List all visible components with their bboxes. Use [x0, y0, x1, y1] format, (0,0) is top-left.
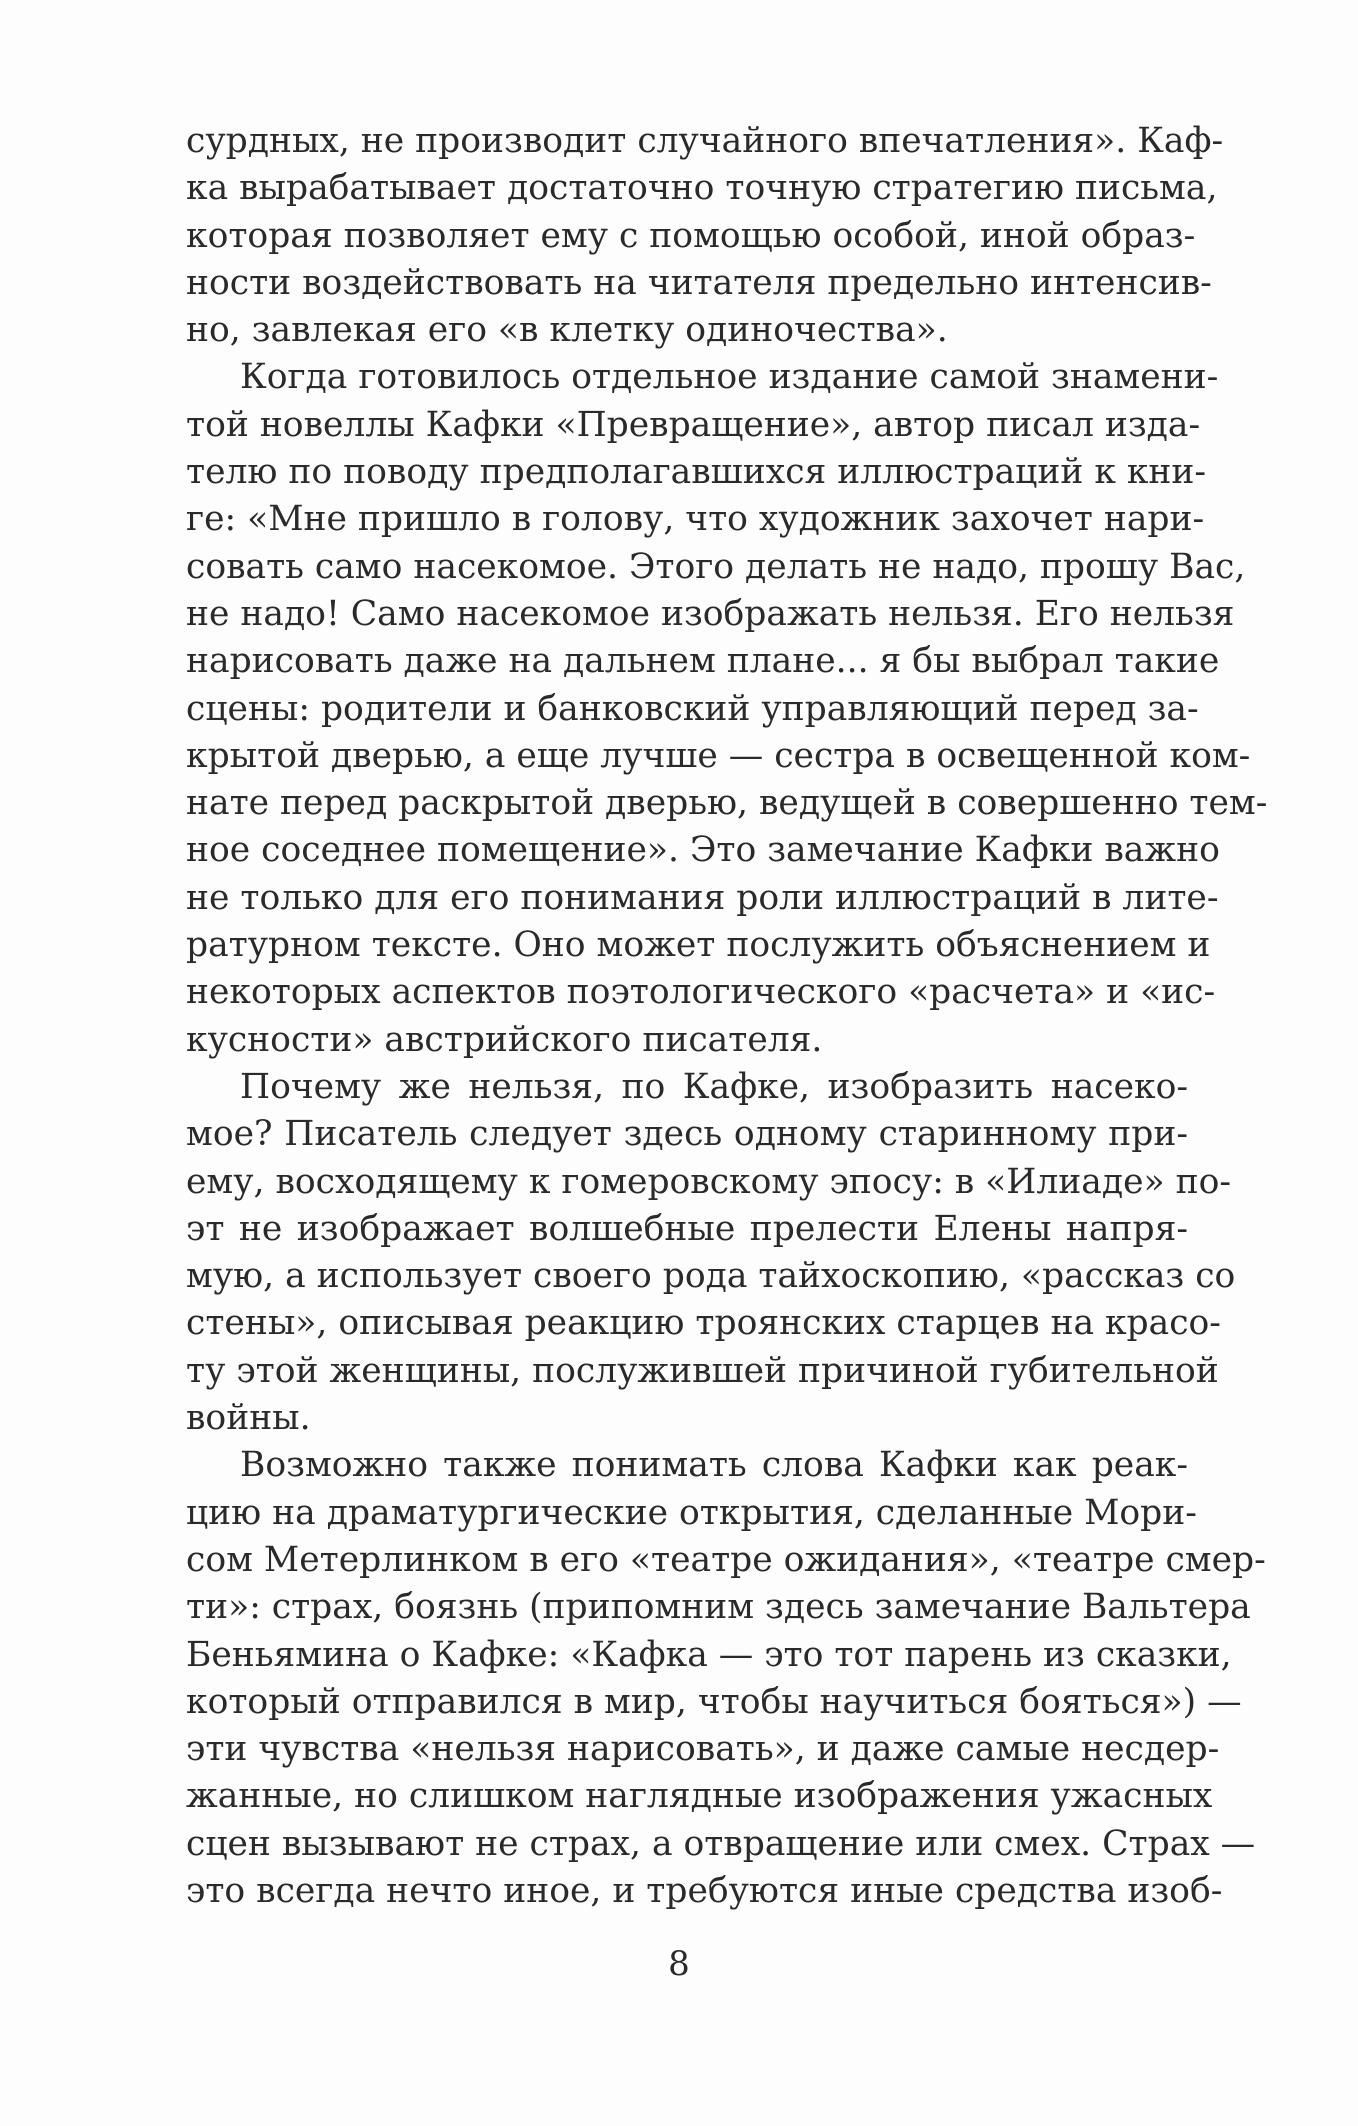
text-line: сцены: родители и банковский управляющий перед за-: [186, 688, 1199, 729]
text-line: ге: «Мне пришло в голову, что художник захочет нари-: [186, 499, 1205, 540]
text-line: который отправился в мир, чтобы научиться бояться») —: [186, 1681, 1242, 1722]
text-line: ратурном тексте. Оно может послужить объяснением и: [186, 925, 1211, 966]
text-line: мое? Писатель следует здесь одному старинному при-: [186, 1114, 1188, 1155]
text-line: той новеллы Кафки «Превращение», автор писал изда-: [186, 404, 1201, 445]
text-line: Беньямина о Кафке: «Кафка — это тот парень из сказки,: [186, 1634, 1232, 1675]
text-line: телю по поводу предполагавшихся иллюстраций к кни-: [186, 452, 1207, 493]
text-line: жанные, но слишком наглядные изображения ужасных: [186, 1776, 1213, 1817]
text-line: войны.: [186, 1398, 311, 1439]
text-line: цию на драматургические открытия, сделанные Мори-: [186, 1492, 1197, 1533]
text-line: эти чувства «нельзя нарисовать», и даже самые несдер-: [186, 1729, 1220, 1770]
text-line: сцен вызывают не страх, а отвращение или смех. Страх —: [186, 1823, 1256, 1864]
text-line: ему, восходящему к гомеровскому эпосу: в «Илиаде» по-: [186, 1161, 1232, 1202]
text-line: ное соседнее помещение». Это замечание Кафки важно: [186, 830, 1220, 871]
text-line: стены», описывая реакцию троянских старцев на красо-: [186, 1303, 1221, 1344]
text-line: Возможно также понимать слова Кафки как реак-: [240, 1445, 1188, 1486]
text-line: ту этой женщины, послужившей причиной губительной: [186, 1350, 1219, 1391]
text-line: совать само насекомое. Этого делать не надо, прошу Вас,: [186, 546, 1246, 587]
paragraph: [186, 118, 1224, 354]
text-line: мую, а использует своего рода тайхоскопию, «рассказ со: [186, 1256, 1236, 1297]
page-number: 8: [668, 1944, 690, 1984]
text-line: нарисовать даже на дальнем плане... я бы выбрал такие: [186, 641, 1220, 682]
text-line: ти»: страх, боязнь (припомним здесь замечание Вальтера: [186, 1587, 1251, 1628]
text-line: не только для его понимания роли иллюстраций в лите-: [186, 877, 1219, 918]
text-line: Когда готовилось отдельное издание самой знамени-: [240, 357, 1219, 398]
text-line: это всегда нечто иное, и требуются иные средства изоб-: [186, 1870, 1223, 1911]
text-line: нате перед раскрытой дверью, ведущей в совершенно тем-: [186, 783, 1268, 824]
text-line: сурдных, не производит случайного впечатления». Каф-: [186, 121, 1224, 161]
text-line: сом Метерлинком в его «театре ожидания», «театре смер-: [186, 1539, 1266, 1580]
text-line: крытой дверью, а еще лучше — сестра в освещенной ком-: [186, 735, 1251, 776]
paragraph: [186, 1442, 1266, 1915]
paragraph: [186, 1064, 1236, 1442]
text-line: Почему же нельзя, по Кафке, изобразить насеко-: [240, 1066, 1188, 1107]
text-line: некоторых аспектов поэтологического «расчета» и «ис-: [186, 972, 1216, 1013]
text-line: ности воздействовать на читателя предельно интенсив-: [186, 262, 1212, 303]
text-line: которая позволяет ему с помощью особой, иной образ-: [186, 215, 1196, 256]
paragraph: [186, 354, 1268, 1063]
text-line: кусности» австрийского писателя.: [186, 1019, 823, 1060]
text-line: эт не изображает волшебные прелести Елены напря-: [186, 1208, 1188, 1249]
text-line: ка вырабатывает достаточно точную стратегию письма,: [186, 168, 1218, 209]
text-line: но, завлекая его «в клетку одиночества».: [186, 310, 948, 351]
body-text: [186, 118, 1268, 1915]
text-line: не надо! Само насекомое изображать нельзя. Его нельзя: [186, 593, 1235, 634]
